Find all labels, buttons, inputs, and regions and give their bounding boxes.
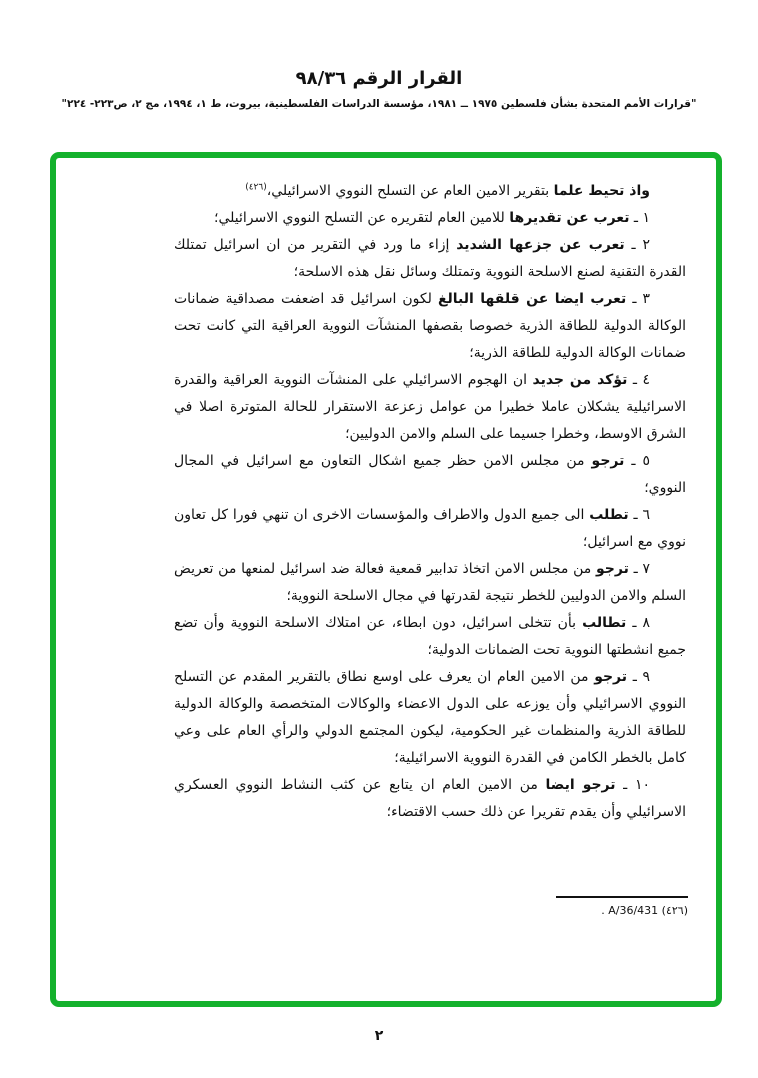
- clause-text: بأن تتخلى اسرائيل، دون ابطاء، عن امتلاك الاسلحة النووية وأن تضع جميع انشطتها النووية تحت الضمانات الدولية؛: [174, 615, 686, 658]
- clause-number: ١ ـ: [629, 210, 650, 226]
- clause-9: [174, 664, 686, 772]
- clause-lead: واذ تحيط علما: [553, 183, 650, 199]
- clause-lead: تعرب عن جزعها الشديد: [456, 237, 625, 253]
- clause-5: [174, 448, 686, 502]
- clause-text: ان الهجوم الاسرائيلي على المنشآت النووية العراقية والقدرة الاسرائيلية يشكلان عاملا خطيرا من عوامل زعزعة الاستقرار للحالة المتوترة اصلا في الشرق الاوسط، وخطرا جسيما على السلم والامن الدوليين؛: [174, 372, 686, 442]
- clause-number: ١٠ ـ: [615, 777, 650, 793]
- clause-number: ٦ ـ: [628, 507, 650, 523]
- citation-line: "قرارات الأمم المتحدة بشأن فلسطين ١٩٧٥ ــ ١٩٨١، مؤسسة الدراسات الفلسطينية، بيروت، ط ١، ١٩٩٤، مج ٢، ص٢٢٣- ٢٢٤": [61, 98, 697, 110]
- clause-number: ٢ ـ: [624, 237, 650, 253]
- clause-2: [174, 232, 686, 286]
- clause-text: من مجلس الامن اتخاذ تدابير قمعية فعالة ضد اسرائيل لمنعها من تعريض السلم والامن الدوليين للخطر نتيجة لقدرتها في مجال الاسلحة النووية؛: [174, 561, 686, 604]
- clause-number: ٤ ـ: [627, 372, 650, 388]
- clause-text: لكون اسرائيل قد اضعفت مصداقية ضمانات الوكالة الدولية للطاقة الذرية خصوصا بقصفها المنشآت النووية العراقية التي كانت تحت ضمانات الوكالة الدولية للطاقة الذرية؛: [174, 291, 686, 361]
- clause-number: ٣ ـ: [626, 291, 650, 307]
- clause-number: ٧ ـ: [628, 561, 650, 577]
- clause-10: [174, 772, 686, 826]
- clause-text: من مجلس الامن حظر جميع اشكال التعاون مع اسرائيل في المجال النووي؛: [174, 453, 686, 496]
- footnote-divider: [556, 896, 688, 898]
- footnote-reference: (٤٢٦): [245, 182, 267, 193]
- clause-8: [174, 610, 686, 664]
- clause-number: ٨ ـ: [626, 615, 650, 631]
- clause-lead: تطالب: [582, 615, 627, 631]
- clause-lead: ترجو: [596, 561, 629, 577]
- page-title: القرار الرقم ٩٨/٣٦: [295, 68, 463, 89]
- clause-7: [174, 556, 686, 610]
- green-border-frame: [50, 152, 722, 1007]
- clause-lead: تؤكد من جديد: [532, 372, 628, 388]
- clause-number: ٩ ـ: [627, 669, 650, 685]
- footnote-area: [538, 896, 688, 917]
- footnote-text: (٤٢٦) A/36/431 .: [601, 904, 688, 917]
- clause-4: [174, 367, 686, 448]
- clause-text: من الامين العام ان يتابع عن كثب النشاط النووي العسكري الاسرائيلي وأن يقدم تقريرا عن ذلك حسب الاقتضاء؛: [174, 777, 686, 820]
- clause-lead: ترجو ايضا: [545, 777, 616, 793]
- clause-text: إزاء ما ورد في التقرير من ان اسرائيل تمتلك القدرة التقنية لصنع الاسلحة النووية وتمتلك وسائل نقل هذه الاسلحة؛: [174, 237, 686, 280]
- clause-lead: ترجو: [594, 669, 628, 685]
- clause-lead: ترجو: [591, 453, 625, 469]
- clause-text: بتقرير الامين العام عن التسلح النووي الاسرائيلي،: [266, 183, 554, 199]
- clause-3: [174, 286, 686, 367]
- resolution-text-block: [174, 178, 686, 826]
- clause-text: من الامين العام ان يعرف على اوسع نطاق بالتقرير المقدم عن التسلح النووي الاسرائيلي وأن يوزعه على الدول الاعضاء والوكالات المتخصصة والوكالة الدولية للطاقة الذرية والمنظمات غير الحكومية، ليكون المجتمع الدولي والرأي العام على وعي كامل بالخطر الكامن في القدرة النووية الاسرائيلية؛: [174, 669, 686, 766]
- clause-number: ٥ ـ: [624, 453, 650, 469]
- clause-lead: تعرب ايضا عن قلقها البالغ: [437, 291, 627, 307]
- document-header: [0, 68, 758, 110]
- clause-lead: تطلب: [589, 507, 629, 523]
- preamble-clause: [174, 178, 686, 205]
- clause-6: [174, 502, 686, 556]
- clause-1: [174, 205, 686, 232]
- clause-lead: تعرب عن تقديرها: [509, 210, 630, 226]
- clause-text: للامين العام لتقريره عن التسلح النووي الاسرائيلي؛: [214, 210, 510, 226]
- page-number: ٢: [374, 1028, 384, 1044]
- clause-text: الى جميع الدول والاطراف والمؤسسات الاخرى ان تنهي فورا كل تعاون نووي مع اسرائيل؛: [174, 507, 686, 550]
